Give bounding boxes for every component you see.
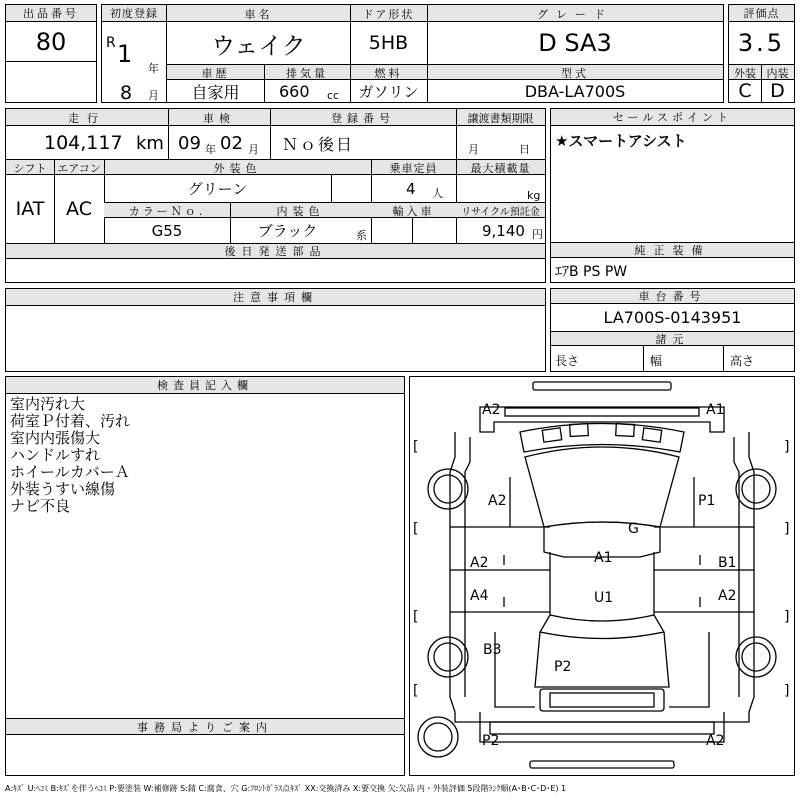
inspector-note: 外装うすい線傷 [10,480,116,498]
era: R [106,35,116,51]
damage-mark: P2 [482,733,500,749]
mileage-unit: km [136,132,164,154]
length-label: 長さ [555,353,580,368]
chassis-box [550,288,795,372]
displacement: 660 [279,81,310,101]
equipment: ｴｱB PS PW [555,263,628,280]
inspection-label: 車検 [203,111,235,125]
first-registration-box [101,4,167,103]
displacement-label: 排気量 [286,66,328,80]
interior-color-suffix: 系 [356,228,367,242]
inspection-month: 02 [220,132,243,154]
chassis-number: LA700S-0143951 [603,308,742,327]
inspector-note: ハンドルすれ [10,446,101,464]
lot-number-box [5,4,97,62]
car-name-label: 車名 [244,7,273,21]
lot-number: 80 [35,28,67,56]
first-registration-label: 初度登録 [102,5,166,22]
damage-mark: P1 [698,493,716,509]
recycle-unit: 円 [532,227,543,241]
chassis-label: 車台番号 [551,289,794,304]
capacity-unit: 人 [432,186,443,200]
exterior-label: 外装 [734,66,756,80]
color-number: G55 [151,221,183,240]
grade-label: グレード [537,7,613,21]
exterior-color: グリーン [187,180,248,198]
fuel-type: ガソリン [358,82,419,101]
bracket: [ [413,521,419,537]
damage-mark: A2 [488,493,507,509]
history-label: 車歴 [201,66,230,80]
inspector-note: 室内内張傷大 [10,429,101,447]
interior-color: ブラック [257,222,318,240]
bracket: ] [784,439,790,455]
inspector-note: 荷室Ｐ付着、汚れ [10,412,131,430]
car-name: ウェイク [211,31,306,60]
exterior-grade: C [738,80,752,102]
interior-label: 内装 [766,66,789,80]
passenger-capacity: 4 [406,179,416,198]
damage-mark: A2 [470,555,489,571]
bracket: ] [784,683,790,699]
inspection-month-unit: 月 [248,143,259,156]
sales-point: ★スマートアシスト [555,131,687,150]
inspector-note: ナビ不良 [10,497,71,515]
notes-box [5,288,546,372]
recycle-fee: 9,140 [482,221,525,240]
inspector-note: 室内汚れ大 [10,395,86,413]
damage-mark: A4 [470,588,489,604]
mileage: 104,117 [44,132,123,154]
door-label: ドア形状 [362,7,415,21]
vehicle-history: 自家用 [191,82,240,102]
damage-mark: P2 [554,659,572,675]
transfer-day: 日 [519,143,530,156]
damage-mark: B3 [483,642,502,658]
car-damage-diagram [410,377,794,775]
damage-mark: A1 [706,402,725,418]
grade: D SA3 [538,29,612,57]
inspector-notes [10,396,130,515]
score-box [728,4,795,103]
damage-mark: U1 [594,590,614,606]
interior-color-label: 内装色 [276,204,325,218]
damage-mark: G [628,521,639,537]
aircon-type: AC [66,198,92,220]
legend: A:ｷｽﾞ U:ﾍｺﾐ B:ｷｽﾞを伴うﾍｺﾐ P:要塗装 W:補修跡 S:錆 C:腐食、穴 G:ﾌﾛﾝﾄｶﾞﾗｽ点ｷｽﾞ XX:交換済み X:要交換 欠:欠品 内・外装評価 5段階ﾗﾝｸ順(A･B･C･D･E) 1 [5,783,567,793]
car-info-box [166,4,724,103]
bracket: [ [413,609,419,625]
registration-year: 1 [117,40,133,68]
model-label: 型式 [561,66,589,80]
year-unit: 年 [148,62,159,75]
height-label: 高さ [730,353,755,368]
vehicle-details-box [5,108,546,283]
lot-number-label: 出品番号 [6,5,96,22]
inspection-year-unit: 年 [205,143,216,156]
registration-month: 8 [120,82,133,104]
spec-label: 諸元 [551,332,794,346]
office-box [5,718,405,776]
recycle-label: リサイクル預託金 [461,207,540,218]
displacement-unit: cc [327,88,340,102]
color-number-label: カラーＮｏ. [128,204,206,218]
fuel-label: 燃料 [374,66,403,80]
office-label: 事務局よりご案内 [6,719,404,735]
transfer-month: 月 [468,143,479,156]
inspection-year: 09 [178,132,201,154]
inspector-box [5,376,405,719]
model-code: DBA-LA700S [524,81,626,101]
damage-mark: A2 [706,733,725,749]
max-load-label: 最大積載量 [470,161,531,175]
door-type: 5HB [368,32,409,54]
width-label: 幅 [650,353,663,368]
equipment-label: 純正装備 [551,243,794,258]
damage-mark: B1 [718,555,737,571]
shift-label: シフト [13,161,47,175]
registration-number-label: 登録番号 [331,111,395,125]
damage-mark: A2 [482,402,501,418]
damage-diagram-box [409,376,795,776]
transfer-deadline-label: 譲渡書類期限 [467,111,534,125]
bracket: ] [784,521,790,537]
later-parts-label: 後日発送部品 [6,244,545,259]
aircon-label: エアコン [57,161,101,175]
inspector-label: 検査員記入欄 [6,377,404,394]
month-unit: 月 [148,89,159,102]
notes-label: 注意事項欄 [6,289,545,306]
registration-number: Ｎｏ後日 [282,134,355,154]
sales-point-label: セールスポイント [551,109,794,126]
bracket: ] [784,609,790,625]
capacity-label: 乗車定員 [389,161,438,175]
bracket: [ [413,439,419,455]
damage-mark: A1 [594,550,613,566]
bracket: [ [413,683,419,699]
damage-mark: A2 [718,588,737,604]
evaluation-score: 3.5 [737,29,786,57]
shift-type: IAT [15,198,45,220]
lot-number-blank [5,61,97,103]
sales-point-box [550,108,795,243]
interior-grade: D [770,80,785,102]
load-unit: kg [527,189,541,202]
mileage-label: 走行 [68,111,106,125]
equipment-box [550,242,795,283]
import-label: 輸入車 [392,204,435,218]
exterior-color-label: 外装色 [213,161,262,175]
score-label: 評価点 [729,5,794,22]
inspector-note: ホイールカバーＡ [10,463,130,481]
